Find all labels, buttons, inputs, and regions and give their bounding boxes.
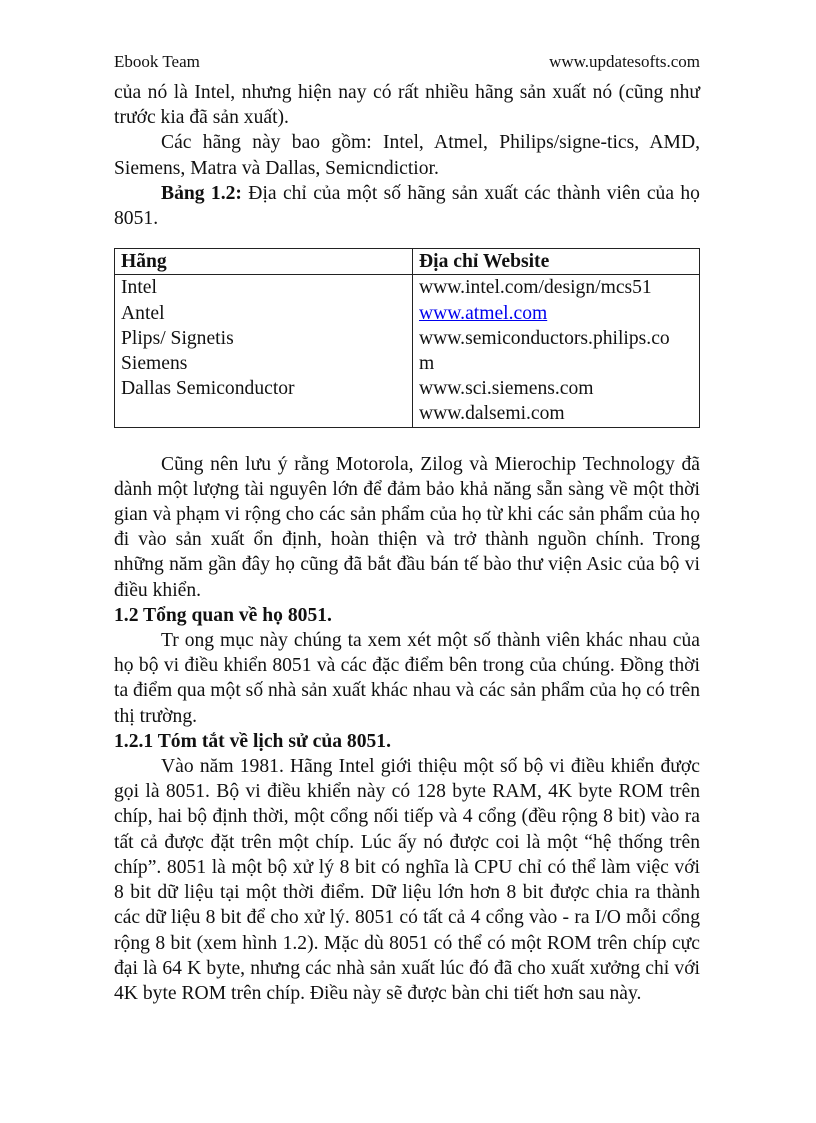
website-url: m	[419, 353, 435, 375]
website-link[interactable]: www.atmel.com	[419, 302, 548, 324]
page-header	[114, 52, 700, 72]
website-url: www.dalsemi.com	[419, 403, 565, 425]
table-caption-text: Địa chỉ của một số hãng sản xuất các thành viên của họ 8051.	[114, 182, 700, 230]
table-caption-label: Bảng 1.2:	[161, 182, 242, 204]
website-url: www.intel.com/design/mcs51	[419, 277, 652, 299]
table-header-company: Hãng	[115, 249, 413, 275]
subsection-heading: 1.2.1 Tóm tắt về lịch sử của 8051.	[114, 730, 391, 752]
table-caption	[114, 181, 700, 231]
website-cell	[413, 275, 700, 427]
paragraph: của nó là Intel, nhưng hiện nay có rất nhiều hãng sản xuất nó (cũng như trước kia đã sản xuất).	[114, 82, 700, 129]
paragraph: Cũng nên lưu ý rằng Motorola, Zilog và Mierochip Technology đã dành một lượng tài nguyên lớn để đảm bảo khả năng sẵn sàng về một thời gian và phạm vi rộng cho các sản phẩm của họ từ khi các sản phẩm của họ đi vào sản xuất ổn định, hoàn thiện và trở thành nguồn chính. Trong những năm gần đây họ cũng đã bắt đầu bán tế bào thư viện Asic của bộ vi điều khiển.	[114, 453, 700, 601]
company-cell	[115, 275, 413, 427]
document-body	[114, 80, 700, 1006]
paragraph: Tr ong mục này chúng ta xem xét một số thành viên khác nhau của họ bộ vi điều khiển 8051 và các đặc điểm bên trong của chúng. Đồng thời ta điểm qua một số nhà sản xuất khác nhau và các sản phẩm của họ có trên thị trường.	[114, 630, 700, 727]
company-name: Intel	[121, 277, 157, 299]
company-name: Siemens	[121, 353, 188, 375]
header-right: www.updatesofts.com	[549, 52, 700, 71]
table-header-row	[115, 249, 700, 275]
website-url: www.sci.siemens.com	[419, 378, 594, 400]
header-left: Ebook Team	[114, 52, 200, 71]
company-name: Dallas Semiconductor	[121, 378, 295, 400]
table-header-website: Địa chỉ Website	[413, 249, 700, 275]
company-name: Antel	[121, 302, 165, 324]
website-url: www.semiconductors.philips.co	[419, 327, 670, 349]
table-row	[115, 275, 700, 427]
manufacturer-table	[114, 248, 700, 427]
paragraph: Các hãng này bao gồm: Intel, Atmel, Philips/signe-tics, AMD, Siemens, Matra và Dallas, Semicndictior.	[114, 132, 700, 179]
company-name: Plips/ Signetis	[121, 327, 234, 349]
paragraph: Vào năm 1981. Hãng Intel giới thiệu một số bộ vi điều khiển được gọi là 8051. Bộ vi điều khiển này có 128 byte RAM, 4K byte ROM trên chíp, hai bộ định thời, một cổng nối tiếp và 4 cổng (đều rộng 8 bit) vào ra tất cả được đặt trên một chíp. Lúc ấy nó được coi là một “hệ thống trên chíp”. 8051 là một bộ xử lý 8 bit có nghĩa là CPU chỉ có thể làm việc với 8 bit dữ liệu tại một thời điểm. Dữ liệu lớn hơn 8 bit được chia ra thành các dữ liệu 8 bit để cho xử lý. 8051 có tất cả 4 cổng vào - ra I/O mỗi cổng rộng 8 bit (xem hình 1.2). Mặc dù 8051 có thể có một ROM trên chíp cực đại là 64 K byte, nhưng các nhà sản xuất lúc đó đã cho xuất xưởng chỉ với 4K byte ROM trên chíp. Điều này sẽ được bàn chi tiết hơn sau này.	[114, 756, 700, 1004]
section-heading: 1.2 Tổng quan về họ 8051.	[114, 604, 332, 626]
